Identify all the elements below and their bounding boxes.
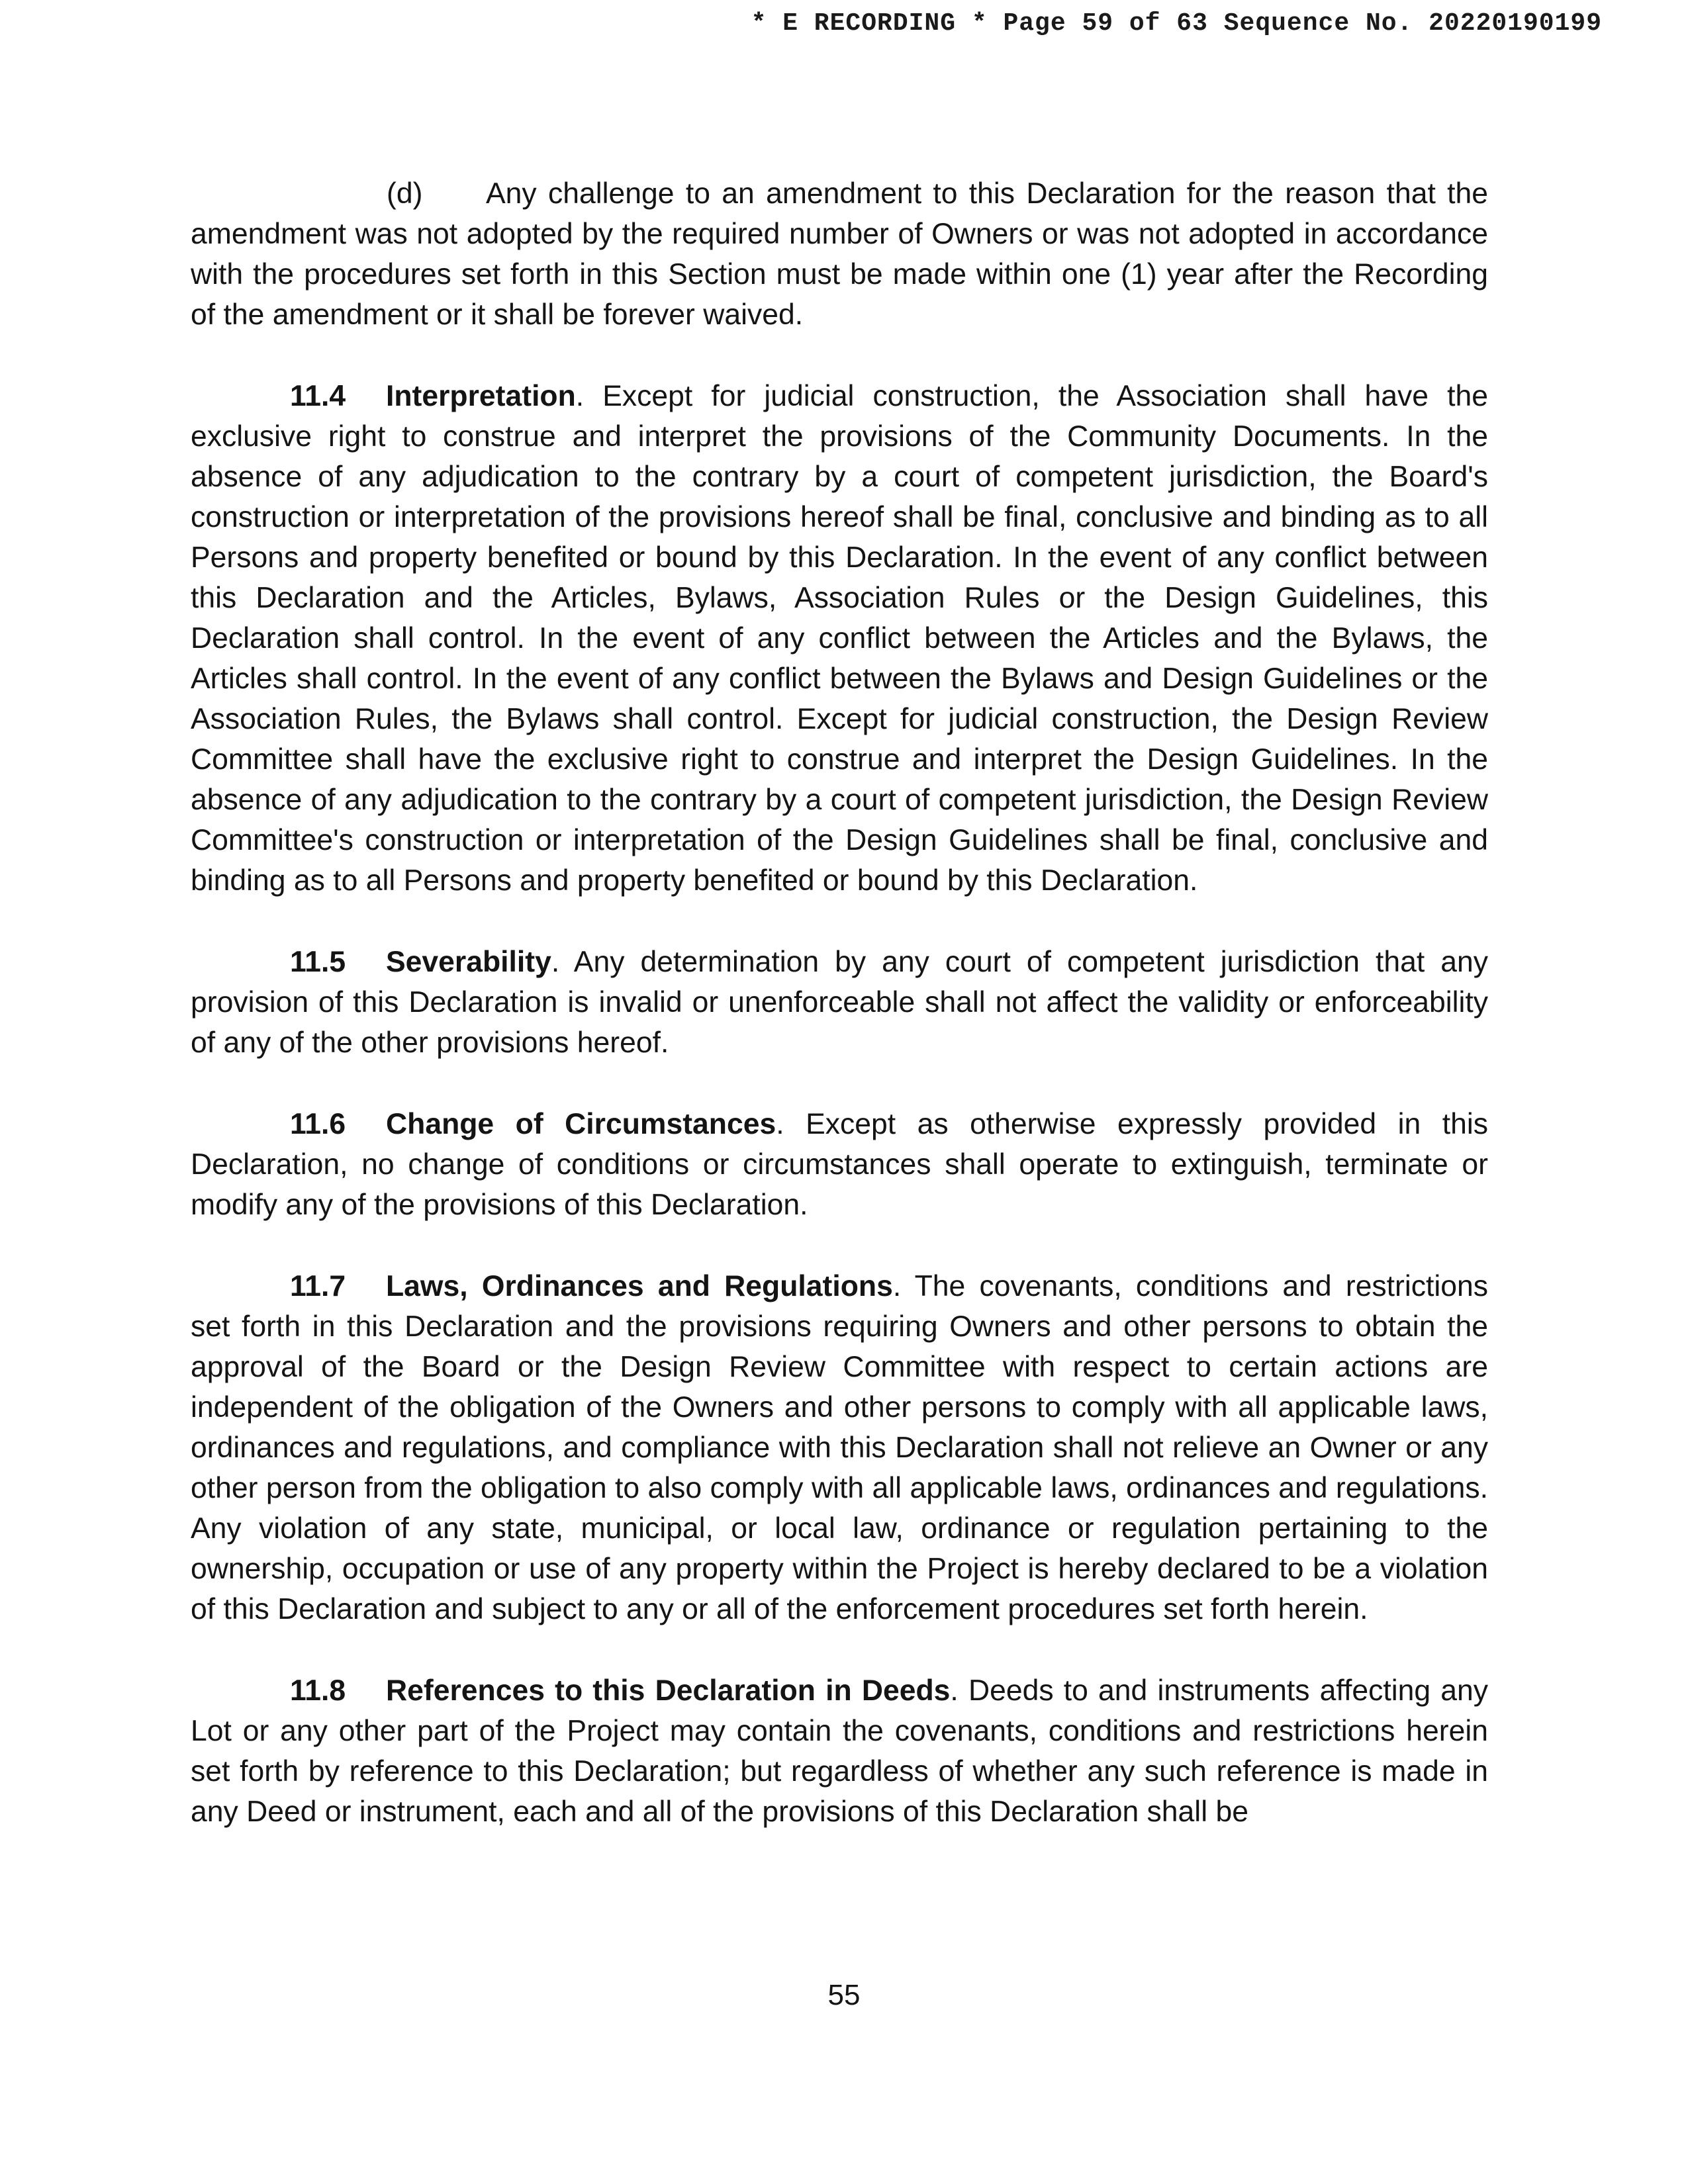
- section-number: 11.7: [290, 1270, 346, 1302]
- section-title: References to this Declaration in Deeds: [386, 1674, 951, 1707]
- section-number: 11.4: [290, 380, 346, 412]
- page-number: 55: [827, 1979, 861, 2011]
- section-11-4: [191, 376, 1488, 901]
- section-text: . Except as otherwise expressly provided in this Declaration, no change of conditions or circumstances shall operate to extinguish, terminate or modify any of the provisions of this Declaration.: [191, 1108, 1488, 1221]
- recording-header: * E RECORDING * Page 59 of 63 Sequence No. 20220190199: [751, 9, 1602, 38]
- section-number: 11.8: [290, 1674, 346, 1707]
- section-title: Severability: [386, 946, 551, 978]
- section-number: 11.6: [290, 1108, 346, 1140]
- section-title: Interpretation: [386, 380, 576, 412]
- section-text: . Any determination by any court of competent jurisdiction that any provision of this Declaration is invalid or unenforceable shall not affect the validity or enforceability of any of the other provisions hereof.: [191, 946, 1488, 1059]
- section-title: Change of Circumstances: [386, 1108, 776, 1140]
- section-11-5: [191, 942, 1488, 1063]
- section-number: 11.5: [290, 946, 346, 978]
- paragraph-marker: (d): [387, 177, 423, 210]
- paragraph-d: [191, 173, 1488, 335]
- section-11-8: [191, 1670, 1488, 1832]
- section-text: . Except for judicial construction, the Association shall have the exclusive right to construe and interpret the provisions of the Community Documents. In the absence of any adjudication to the contrary by a court of competent jurisdiction, the Board's construction or interpretation of the provisions hereof shall be final, conclusive and binding as to all Persons and property benefited or bound by this Declaration. In the event of any conflict between this Declaration and the Articles, Bylaws, Association Rules or the Design Guidelines, this Declaration shall control. In the event of any conflict between the Articles and the Bylaws, the Articles shall control. In the event of any conflict between the Bylaws and Design Guidelines or the Association Rules, the Bylaws shall control. Except for judicial construction, the Design Review Committee shall have the exclusive right to construe and interpret the Design Guidelines. In the absence of any adjudication to the contrary by a court of competent jurisdiction, the Design Review Committee's construction or interpretation of the Design Guidelines shall be final, conclusive and binding as to all Persons and property benefited or bound by this Declaration.: [191, 380, 1488, 897]
- document-body: [191, 173, 1488, 1873]
- section-11-6: [191, 1104, 1488, 1225]
- section-title: Laws, Ordinances and Regulations: [386, 1270, 893, 1302]
- section-text: . The covenants, conditions and restrictions set forth in this Declaration and the provisions requiring Owners and other persons to obtain the approval of the Board or the Design Review Committee with respect to certain actions are independent of the obligation of the Owners and other persons to comply with all applicable laws, ordinances and regulations, and compliance with this Declaration shall not relieve an Owner or any other person from the obligation to also comply with all applicable laws, ordinances and regulations. Any violation of any state, municipal, or local law, ordinance or regulation pertaining to the ownership, occupation or use of any property within the Project is hereby declared to be a violation of this Declaration and subject to any or all of the enforcement procedures set forth herein.: [191, 1270, 1489, 1625]
- section-11-7: [191, 1266, 1488, 1629]
- section-text: . Deeds to and instruments affecting any Lot or any other part of the Project may contain the covenants, conditions and restrictions herein set forth by reference to this Declaration; but regardless of whether any such reference is made in any Deed or instrument, each and all of the provisions of this Declaration shall be: [191, 1674, 1488, 1828]
- paragraph-text: Any challenge to an amendment to this Declaration for the reason that the amendment was not adopted by the required number of Owners or was not adopted in accordance with the procedures set forth in this Section must be made within one (1) year after the Recording of the amendment or it shall be forever waived.: [191, 177, 1488, 331]
